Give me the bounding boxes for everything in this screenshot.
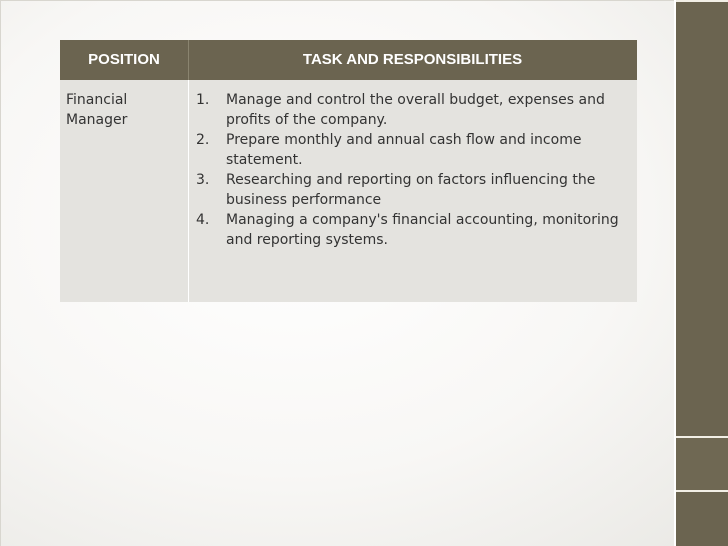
- task-text: Prepare monthly and annual cash flow and income statement.: [226, 132, 582, 168]
- strip-edge: [674, 0, 676, 546]
- header-divider: [188, 40, 189, 80]
- task-item: [196, 210, 628, 250]
- responsibilities-table: [60, 40, 637, 302]
- column-divider: [188, 80, 189, 302]
- cell-position: Financial Manager: [66, 92, 128, 128]
- task-number: 1.: [196, 92, 210, 108]
- strip-block: [676, 2, 728, 436]
- task-number: 3.: [196, 172, 210, 188]
- task-text: Manage and control the overall budget, expenses and profits of the company.: [226, 92, 605, 128]
- task-text: Managing a company's financial accounting, monitoring and reporting systems.: [226, 212, 619, 248]
- task-item: [196, 170, 628, 210]
- strip-block: [676, 438, 728, 490]
- task-number: 4.: [196, 212, 210, 228]
- task-text: Researching and reporting on factors influencing the business performance: [226, 172, 596, 208]
- table-header: [60, 40, 637, 80]
- header-position: POSITION: [88, 51, 160, 68]
- task-item: [196, 130, 628, 170]
- header-tasks: TASK AND RESPONSIBILITIES: [302, 51, 523, 68]
- task-item: [196, 90, 628, 130]
- task-number: 2.: [196, 132, 210, 148]
- strip-block: [676, 492, 728, 546]
- decorative-side-strip: [676, 0, 728, 546]
- task-list: [196, 90, 628, 250]
